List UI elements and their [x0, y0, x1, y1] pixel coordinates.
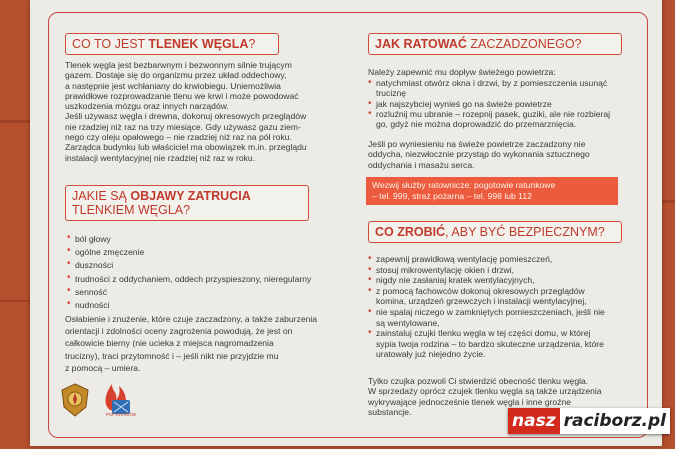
list-item: • z pomocą fachowców dokonuj okresowych przeglądów komina, urządzeń grzewczych i instalacji wentylacyjnej, — [368, 286, 640, 307]
watermark-part2: raciborz.pl — [560, 408, 670, 434]
rescue-outro: Jeśli po wyniesieniu na świeże powietrze zaczadzony nie oddycha, niezwłocznie przystąp do wykonania sztucznego oddychania i masażu serca. — [368, 139, 590, 170]
symptoms-list — [67, 233, 332, 312]
list-item: • nie spalaj niczego w zamkniętych pomieszczeniach, jeśli nie są wentylowane, — [368, 307, 640, 328]
rescue-intro: Należy zapewnić mu dopływ świeżego powietrza: — [368, 67, 556, 77]
list-item: • jak najszybciej wynieś go na świeże powietrze — [368, 99, 640, 109]
naszraciborz-watermark — [508, 408, 670, 434]
emergency-numbers-box: Wezwij służby ratownicze: pogotowie ratunkowe – tel. 999, straż pożarna – tel. 998 lub 112 — [366, 177, 618, 205]
watermark-part1: nasz — [508, 408, 560, 434]
list-item: • trudności z oddychaniem, oddech przyspieszony, nieregularny — [67, 273, 332, 286]
list-item: • natychmiast otwórz okna i drzwi, by z pomieszczenia usunąć truciznę — [368, 78, 640, 99]
list-item: • nudności — [67, 299, 332, 312]
list-item: • zainstaluj czujki tlenku węgla w tej części domu, w której sypia twoja rodzina – to bardzo skuteczne urządzenia, które uratowały już niejedno życie. — [368, 328, 640, 360]
list-item: • duszności — [67, 259, 332, 272]
list-item: • rozluźnij mu ubranie – rozepnij pasek, guziki, ale nie rozbieraj go, gdyż nie można doprowadzić do przemarznięcia. — [368, 109, 640, 130]
outro-paragraph: Osłabienie i znużenie, które czuje zaczadzony, a także zaburzenia orientacji i zdolności oceny zagrożenia powodują, że jest on całkowicie bierny (nie ucieka z miejsca nagromadzenia trucizny), traci przytomność i – jeśli nikt nie przyjdzie mu z pomocą – umiera. — [65, 314, 318, 373]
logo-caption: PSP KRAKÓW — [105, 412, 136, 417]
wood-grain — [0, 120, 30, 123]
wood-grain — [0, 300, 30, 302]
heading-stay-safe: CO ZROBIĆ, ABY BYĆ BEZPIECZNYM? — [368, 221, 622, 243]
wood-grain — [662, 200, 675, 203]
intro-paragraph: Tlenek węgla jest bezbarwnym i bezwonnym silnie trującym gazem. Dostaje się do organizmu przez układ oddechowy, a następnie jest wchłaniany do krwiobiegu. Uniemożliwia prawidłowe rozprowadzanie tlenu we krwi i może powodować uszkodzenia mózgu oraz innych narządów. Jeśli używasz węgla i drewna, dokonuj okresowych przeglądów nie rzadziej niż raz na trzy miesiące. Gdy używasz gazu ziem- nego czy oleju opałowego – nie rzadziej niż raz na pół roku. Zarządca budynku lub właściciel ma obowiązek m.in. przeglądu instalacji wentylacyjnej nie rzadziej niż raz w roku. — [65, 60, 307, 163]
list-item: • ogólne zmęczenie — [67, 246, 332, 259]
list-item: • nigdy nie zasłaniaj kratek wentylacyjnych, — [368, 275, 640, 286]
list-item: • ból głowy — [67, 233, 332, 246]
rescue-list — [368, 78, 640, 129]
closing-paragraph: Tylko czujka pozwoli Ci stwierdzić obecność tlenku węgla. W sprzedaży oprócz czujek tlenku węgla są także urządzenia wykrywające jednocześnie tlenek węgla i inne groźne substancje. — [368, 376, 602, 417]
safety-list — [368, 254, 640, 360]
heading-symptoms: JAKIE SĄ OBJAWY ZATRUCIA TLENKIEM WĘGLA? — [65, 185, 309, 221]
list-item: • zapewnij prawidłową wentylację pomieszczeń, — [368, 254, 640, 265]
psp-krakow-logo — [98, 380, 136, 420]
psp-emblem-logo — [60, 383, 90, 417]
list-item: • stosuj mikrowentylację okien i drzwi, — [368, 265, 640, 276]
co-leaflet — [30, 0, 662, 446]
heading-what-is-co: CO TO JEST TLENEK WĘGLA? — [65, 33, 279, 55]
list-item: • senność — [67, 286, 332, 299]
heading-how-to-rescue: JAK RATOWAĆ ZACZADZONEGO? — [368, 33, 622, 55]
